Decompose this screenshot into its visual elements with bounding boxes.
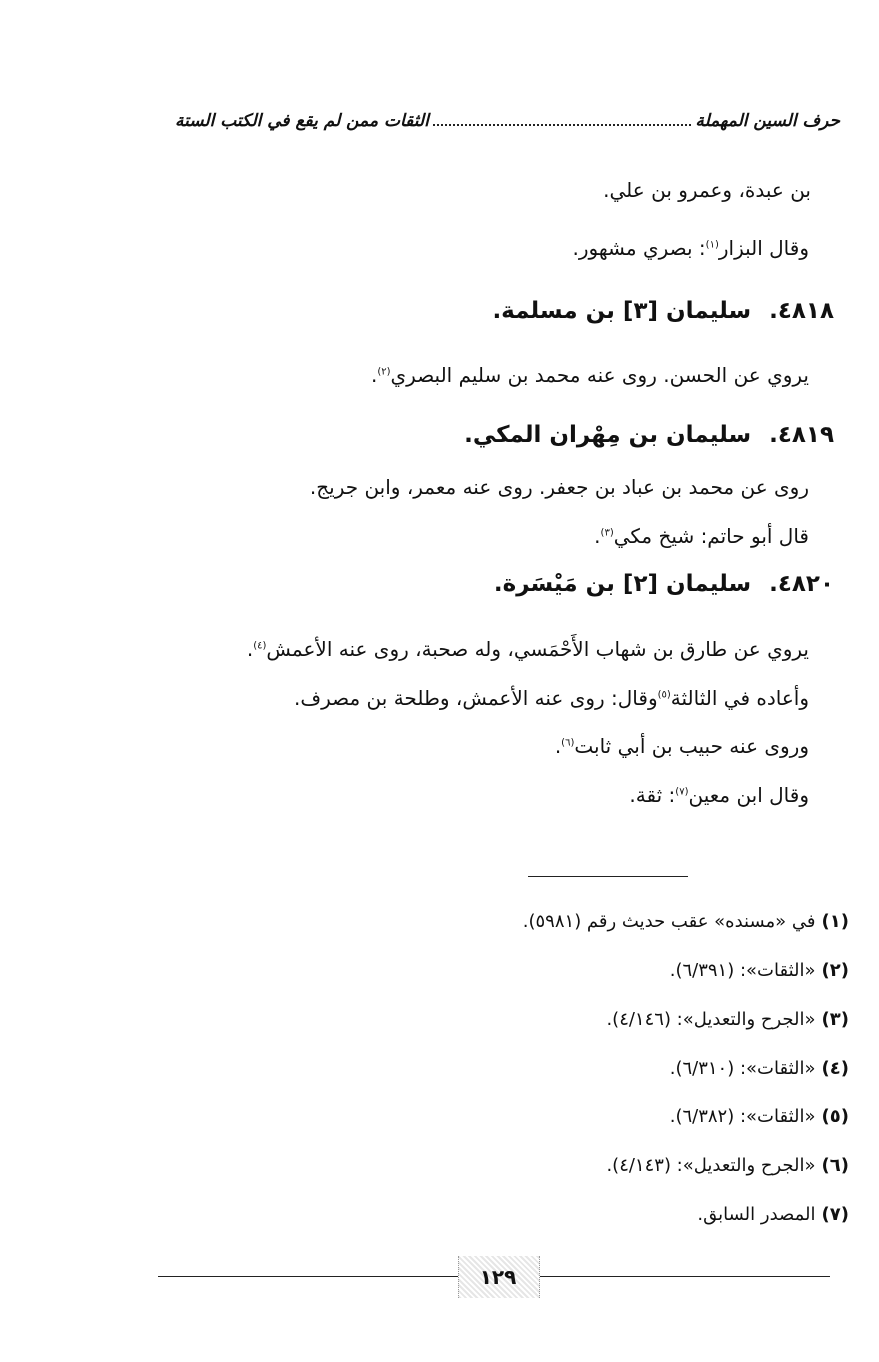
footnote-ref: (٦) [561,737,575,749]
footnote-text: «الجرح والتعديل»: (٤/١٤٣). [606,1155,816,1176]
body-text: . [246,637,254,661]
footnote-text: «الثقات»: (٦/٣٨٢). [669,1106,816,1127]
footnote-number: (٦) [821,1155,849,1176]
body-text: وقال ابن معين [688,783,809,807]
body-line [310,472,809,502]
entry-name: سليمان [٣] بن مسلمة. [492,298,752,324]
body-line [555,731,809,761]
footnote-ref: (٣) [600,527,614,539]
footnote [606,1006,849,1034]
page-number: ١٢٩ [479,1265,517,1289]
footnote [670,1103,849,1131]
header-book-title: الثقات ممن لم يقع في الكتب الستة [175,111,429,131]
body-text: : بصري مشهور. [572,236,706,260]
body-text: : ثقة. [629,783,676,807]
footnote-text: المصدر السابق. [697,1204,816,1225]
footnote [606,1152,849,1180]
body-text: وروى عنه حبيب بن أبي ثابت [574,734,809,758]
body-text: وقال البزار [718,236,809,260]
body-text: روى عن محمد بن عباد بن جعفر. روى عنه معمر، وابن جريج. [309,475,809,499]
header-chapter-title: حرف السين المهملة [695,111,840,131]
page-number-rule-right [535,1276,830,1277]
body-text: . [594,524,601,548]
entry-number: ٤٨١٩. [769,422,834,448]
body-text: وقال: روى عنه الأعمش، وطلحة بن مصرف. [294,686,658,710]
entry-heading [464,417,834,453]
body-text: يروي عن الحسن. روى عنه محمد بن سليم البصري [390,363,809,387]
body-line [294,683,809,713]
footnote-number: (٣) [821,1009,849,1030]
footnote-ref: (٤) [253,640,267,652]
body-line [603,175,811,205]
body-text: قال أبو حاتم: شيخ مكي [613,524,809,548]
footnote-number: (٤) [821,1058,849,1079]
body-line [247,634,809,664]
header-dot-leader [433,110,692,126]
body-line [572,233,809,263]
entry-heading [494,566,834,602]
footnote-number: (٧) [821,1204,849,1225]
footnote [523,908,849,936]
body-line [371,360,809,390]
entry-name: سليمان [٢] بن مَيْسَرة. [493,571,752,597]
footnote-number: (٥) [821,1106,849,1127]
running-header [175,110,840,146]
footnote-text: «الثقات»: (٦/٣١٠). [669,1058,816,1079]
footnote-text: في «مسنده» عقب حديث رقم (٥٩٨١). [522,911,816,932]
entry-number: ٤٨٢٠. [769,571,834,597]
footnote-text: «الثقات»: (٦/٣٩١). [669,960,816,981]
body-line [629,780,809,810]
footnote-separator [528,876,688,877]
entry-heading [492,293,834,329]
footnote-number: (١) [821,911,849,932]
footnote-ref: (١) [705,239,719,251]
footnote-number: (٢) [821,960,849,981]
page-number-rule-left [158,1276,458,1277]
entry-number: ٤٨١٨. [769,298,834,324]
body-text: يروي عن طارق بن شهاب الأَحْمَسي، وله صحبة، روى عنه الأعمش [266,637,809,661]
body-text: . [370,363,378,387]
footnote [670,957,849,985]
footnote-ref: (٢) [377,366,391,378]
footnote-text: «الجرح والتعديل»: (٤/١٤٦). [606,1009,816,1030]
body-text: بن عبدة، وعمرو بن علي. [603,178,811,202]
body-text: وأعاده في الثالثة [670,686,809,710]
footnote-ref: (٧) [675,786,689,798]
entry-name: سليمان بن مِهْران المكي. [464,422,752,448]
footnote [670,1055,849,1083]
body-text: . [554,734,562,758]
body-line [594,521,809,551]
footnote-ref: (٥) [657,689,671,701]
footnote [697,1201,849,1229]
